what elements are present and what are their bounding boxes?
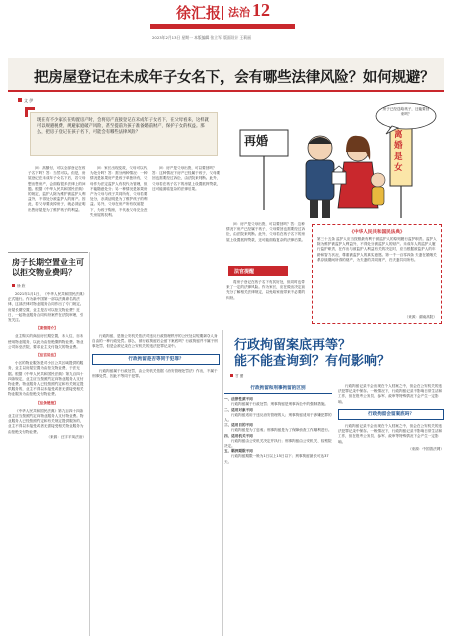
dateline: 2023年2月13日 星期一 本版编辑 张立军 版面设计 王莉丽 [152, 35, 251, 40]
article2-law-label: 【法条链接】 [36, 400, 58, 405]
law-sidebar [312, 224, 442, 324]
article2-byline [12, 284, 25, 289]
article2-intro: 2021年1月1日，《中华人民共和国民法典》正式施行。作为新中国第一部以法典命名的法律，这部法律对物业服务合同作出了专门规定。房屋长期空置，业主是否可以拒交物业费？近日，一起物业服务合同纠纷案件在法院审理，引发关注。 [8, 292, 85, 323]
article3-left-head: 行政拘留是否等同于犯罪？ [128, 356, 184, 362]
byline-square-icon [230, 374, 233, 377]
article2-body [8, 292, 86, 632]
article1-tip-text: 将房子登记在孩子名下有其好处，但同时也带来了一定的法律风险。作为家长，应在做出决定前充分了解相关法律规定，以免给家庭带来不必要的纠纷。 [226, 280, 306, 300]
paper-name: 徐汇报 [176, 4, 222, 22]
tip-label: 法官提醒 [234, 269, 255, 275]
lead-text: 现在有不少家长在购置房产时，会将房产直接登记在未成年子女名下，在父母看来，这样就可以规避税费、规避家庭破产风险，甚至提前为孩子准备婚前财产、保护子女的权益。那么，把房子登记在孩子名下，可能会有哪些法律风险？ [37, 118, 209, 136]
article3-byline-text: 甘 蕾 [235, 374, 244, 378]
law-sidebar-source: （来源：湖南高院） [404, 315, 437, 319]
article2-law: 《中华人民共和国民法典》第九百四十四条 业主应当按照约定向物业服务人支付物业费。物业服务人已经按照约定和有关规定提供服务的，业主不得以未接受或者无需接受相关物业服务为由拒绝支付物业费。 [8, 408, 84, 434]
item-text: 行政拘留期限一般为1日以上15日以下；刑事拘留最长可达37天。 [224, 454, 329, 464]
item-head: 一、法律性质不同 [224, 397, 253, 402]
article3-item-1 [224, 408, 332, 424]
cartoon-sign-right: 离婚是女 [394, 130, 403, 173]
article3-source: （来源：中国普法网） [408, 446, 444, 451]
article3-right-col2: 行政拘留记录不会出现在个人档案之中，但会在公安机关的违法犯罪记录中保存。一般情况下，行政拘留记录不影响日常生活和工作，但在报考公务员、参军、政审等特殊情况下会产生一定影响。 [338, 424, 443, 444]
byline-main [18, 98, 33, 104]
article1-col3 [152, 166, 222, 246]
article3-mid-head: 行政拘留和刑事拘留的区别 [250, 386, 306, 391]
cartoon-bubble: 房子已经送给孩子，还能要回来吗？ [382, 107, 430, 116]
article2-case-label: 【案情简介】 [36, 326, 58, 331]
article3-intro: 行政拘留，是指公安机关依法对违反行政管理秩序的公民处以短期剥夺人身自由的一种行政处罚。那么，被行政拘留后会留下案底吗？行政拘留并不属于刑事处罚，但是会被记录在公安机关的违法犯罪记录中。 [92, 334, 218, 349]
header-red-bar [150, 24, 295, 29]
article3-left-col2: 行政拘留属于行政处罚，由公安机关依据《治安管理处罚法》作出，不属于刑事处罚，因此不等同于犯罪。 [92, 368, 218, 379]
header-divider [222, 6, 223, 20]
main-title: 把房屋登记在未成年子女名下，会有哪些法律风险？如何规避？ [34, 70, 435, 86]
item-head: 五、羁押期限不同 [224, 449, 253, 454]
item-text: 行政拘留属于行政处罚；刑事拘留是刑事诉讼中的强制措施。 [231, 402, 329, 407]
cartoon-illustration [228, 100, 442, 220]
family-dispute-illustration [228, 100, 442, 220]
lead-box [30, 112, 218, 156]
article3-right-col [338, 384, 444, 634]
article3-right-intro: 行政拘留记录不会出现在个人档案之中，但会在公安机关的违法犯罪记录中保存。一般情况下，行政拘留记录不影响日常生活和工作，但在报考公务员、参军、政审等特殊情况下会产生一定影响。 [338, 384, 443, 404]
article3-mid-head-box [224, 384, 332, 394]
article3-title-block [224, 334, 444, 378]
article1-col3-text: 问：房产是父母出资，可以要回吗？答：这种情况下房产已经属于孩子，父母要回也需要经过诉讼，由法院来判断。此外，父母若在孩子名下的房屋上设置抵押贷款，还可能面临复杂的法律后果。 [152, 166, 221, 191]
article2-source: （来源：汪宇平凤法治） [46, 434, 86, 439]
article3-right-head: 行政拘留会留案底吗？ [368, 411, 414, 417]
page-header [0, 0, 450, 58]
article1-col1-text: 问：高额付，可以全部登记在孩子名下吗？答：当然可以。但是，房屋登记在未成年子女名下后，若父母想出售房产，会面临很多法律上的问题。根据《中华人民共和国民法典》的规定，监护人除为维护被监护人利益外，不得处分被监护人的财产。因此，若父母要卖掉房子，就必须证明出售房屋是为了维护孩子的利益。 [28, 166, 86, 212]
article2-byline-text: 徐 欣 [17, 284, 26, 288]
item-text: 行政拘留是为了惩戒；刑事拘留是为了保障侦查工作顺利进行。 [231, 428, 332, 433]
article3-title-line1: 行政拘留案底再等？ [234, 338, 352, 353]
article1-col3b-text: 问：房产是父母出资，可以要回吗？答：这种情况下房产已经属于孩子，父母要回也需要经过诉讼，由法院来判断。此外，父母若在孩子名下的房屋上设置抵押贷款，还可能面临复杂的法律后果。 [226, 222, 306, 242]
article1-tip [226, 280, 308, 324]
page-number: 12 [252, 0, 270, 20]
article1-col1 [28, 166, 86, 246]
tip-label-box [228, 266, 288, 276]
article3-item-2 [224, 423, 332, 433]
column-divider [222, 330, 223, 636]
byline-square-icon [18, 98, 22, 102]
article2-judge: 小区的物业服务是对小区公共区域提供的服务，业主以房屋空置为由拒交物业费，于法无据。根据《中华人民共和国民法典》第九百四十四条规定，业主应当按照约定向物业服务人支付物业费。物业服务人已经按照约定和有关规定提供服务的，业主不得以未接受或者无需接受相关物业服务为由拒绝支付物业费。 [8, 361, 84, 397]
article3-left-col [92, 334, 220, 634]
article2-title: 房子长期空置业主可以拒交物业费吗？ [12, 258, 84, 277]
article3-right-head-box [338, 409, 444, 420]
article2-judge-label: 【法官说法】 [36, 353, 58, 358]
article3-left-head-box [92, 354, 220, 365]
column-divider [89, 252, 90, 636]
byline-main-text: 文 伊 [24, 98, 34, 103]
item-head: 二、适用对象不同 [224, 407, 253, 412]
item-text: 行政拘留由公安机关决定并执行；刑事拘留由公安机关、检察院决定。 [224, 438, 332, 449]
article2-case: 业主购买的商品房长期空置，未入住，亦未使用物业服务，以此为由拒绝缴纳物业费。物业公司诉至法院，要求业主支付拖欠的物业费。 [8, 334, 84, 349]
article3-item-0 [224, 397, 332, 407]
article1-col2 [90, 166, 148, 322]
article3-mid-col [224, 384, 332, 634]
law-sidebar-title: 《中华人民共和国民法典》 [349, 230, 405, 235]
law-sidebar-text: 第三十五条 监护人应当按照最有利于被监护人的原则履行监护职责。监护人除为维护被监护人利益外，不得处分被监护人的财产。未成年人的监护人履行监护职责，在作出与被监护人利益有关的决定时，应当根据被监护人的年龄和智力状况，尊重被监护人的真实意愿。第一千一百零四条 夫妻在婚姻关系存续期间所得的财产，为夫妻的共同财产，归夫妻共同所有。 [317, 237, 437, 262]
article3-byline [230, 374, 243, 379]
article3-item-3 [224, 434, 332, 450]
article2-top-rule [8, 252, 88, 253]
article3-item-4 [224, 449, 332, 465]
section-name: 法治 [228, 6, 250, 19]
lead-quote-icon [25, 107, 35, 117]
item-head: 四、适用机关不同 [224, 433, 253, 438]
main-title-banner [8, 58, 444, 92]
byline-square-icon [12, 284, 15, 287]
item-text: 行政拘留适用于违反治安管理的人；刑事拘留适用于涉嫌犯罪的人。 [224, 412, 332, 423]
article1-col2-text: 问：家长出现变故，父母可以代为处分吗？答：需分两种情况：一种情况是如果房产是孩子单独所有，父母作为法定监护人有权代为管理，但不能随意处分；另一种情况是如果房产为父母与孩子共同所有，父母若要处分，亦须证明是为了维护孩子的利益。另外，父母在房产所有权前提下，为孩子购房，不代表父母完全丧失房屋的权利。 [90, 166, 148, 217]
cartoon-sign-left: 再婚 [244, 134, 269, 148]
article1-col3b [226, 222, 308, 262]
item-head: 三、适用目的不同 [224, 423, 253, 428]
article3-title-line2: 能不能查询到？有何影响？ [234, 354, 391, 369]
